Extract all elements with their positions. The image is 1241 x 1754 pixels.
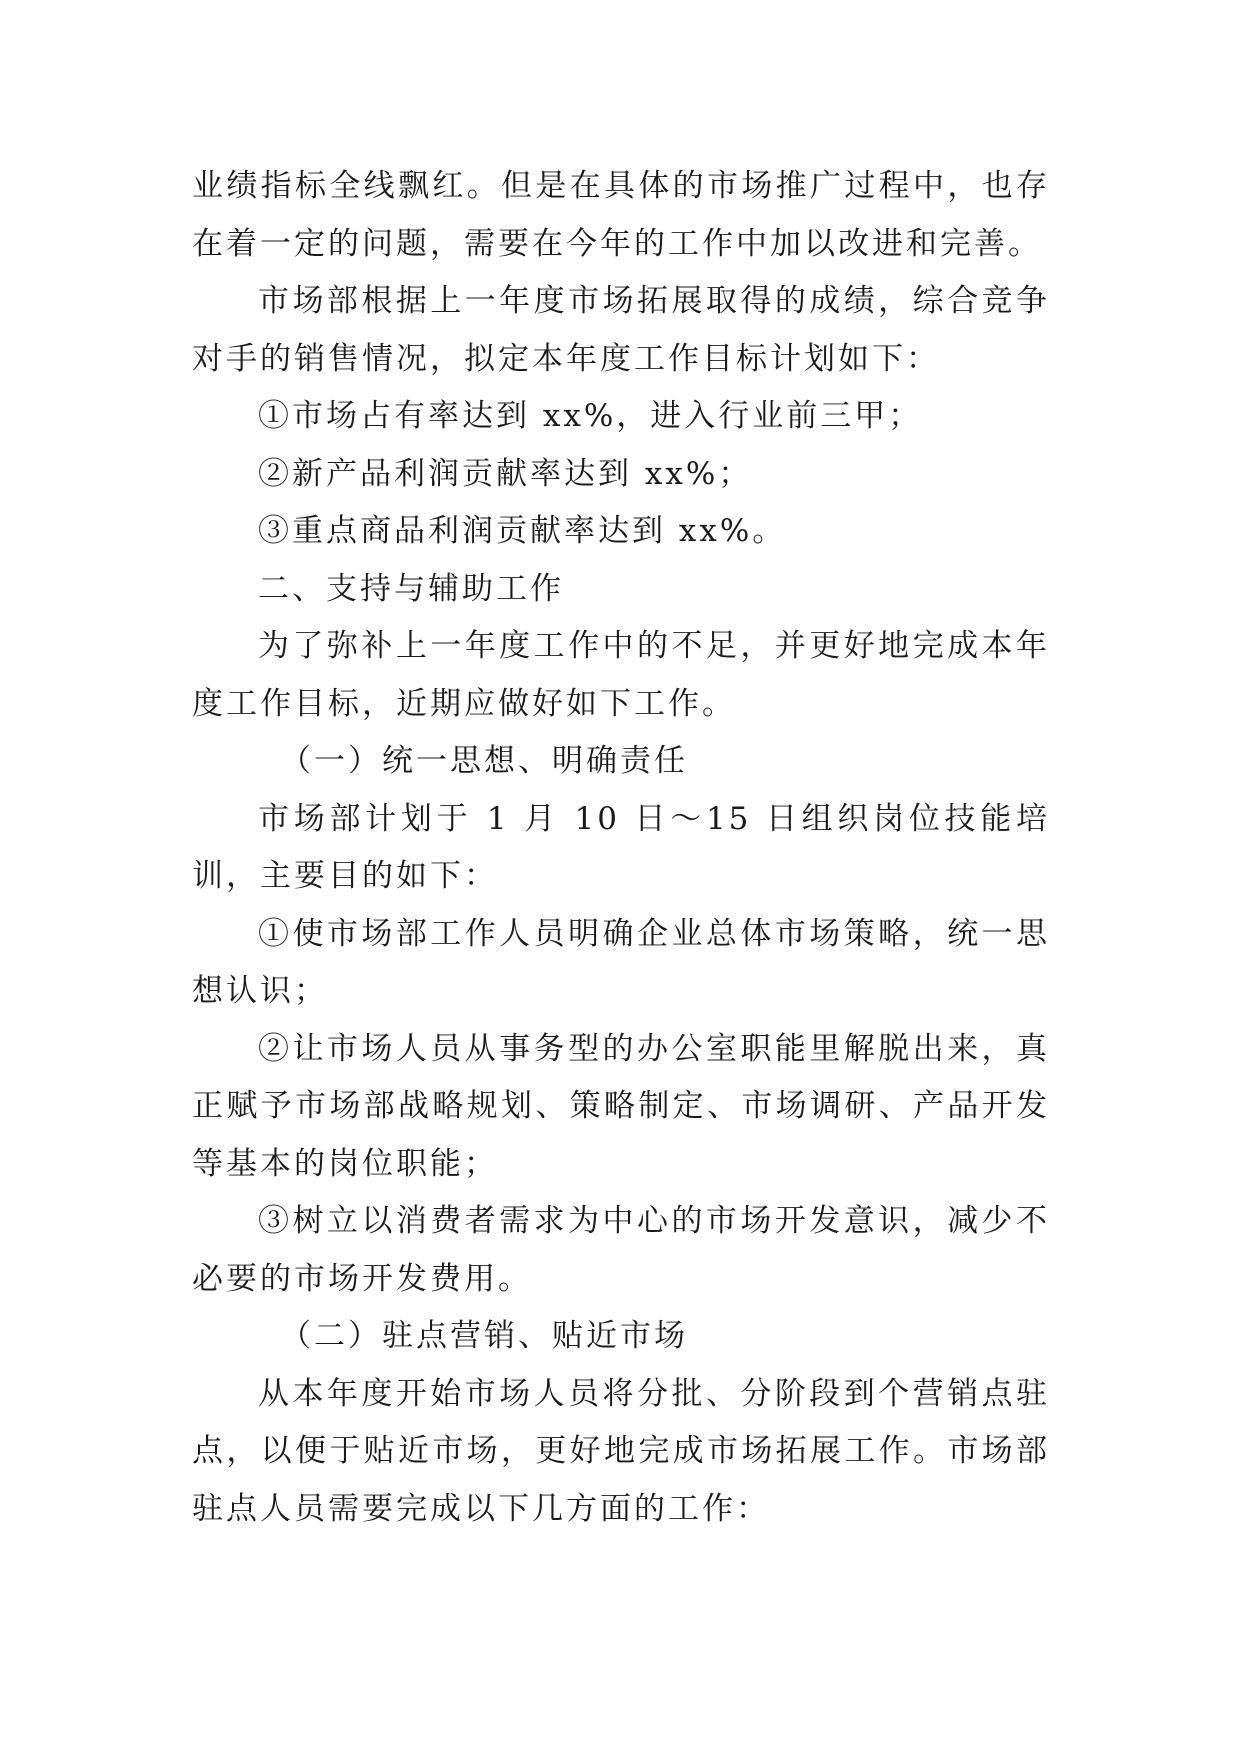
- list-item: ①市场占有率达到 xx%，进入行业前三甲；: [258, 398, 923, 434]
- paragraph: 市场部根据上一年度市场拓展取得的成绩，综合竞争对手的销售情况，拟定本年度工作目标计划如下：: [192, 283, 1050, 377]
- subsection-heading: （一）统一思想、明确责任: [280, 743, 688, 779]
- list-item: ①使市场部工作人员明确企业总体市场策略，统一思想认识；: [192, 915, 1050, 1009]
- paragraph: 从本年度开始市场人员将分批、分阶段到个营销点驻点，以便于贴近市场，更好地完成市场拓展工作。市场部驻点人员需要完成以下几方面的工作：: [192, 1375, 1050, 1527]
- list-item: ②新产品利润贡献率达到 xx%；: [258, 455, 753, 492]
- section-heading: 二、支持与辅助工作: [258, 570, 564, 607]
- paragraph: 为了弥补上一年度工作中的不足，并更好地完成本年度工作目标，近期应做好如下工作。: [192, 628, 1050, 722]
- list-item: ③重点商品利润贡献率达到 xx%。: [258, 513, 787, 549]
- document-body: [192, 158, 1050, 1538]
- list-item: ③树立以消费者需求为中心的市场开发意识，减少不必要的市场开发费用。: [192, 1203, 1050, 1297]
- paragraph: 业绩指标全线飘红。但是在具体的市场推广过程中，也存在着一定的问题，需要在今年的工作中加以改进和完善。: [192, 168, 1050, 262]
- paragraph: 市场部计划于 1 月 10 日～15 日组织岗位技能培训，主要目的如下：: [192, 800, 1050, 894]
- subsection-heading: （二）驻点营销、贴近市场: [280, 1318, 688, 1354]
- list-item: ②让市场人员从事务型的办公室职能里解脱出来，真正赋予市场部战略规划、策略制定、市场调研、产品开发等基本的岗位职能；: [192, 1030, 1050, 1182]
